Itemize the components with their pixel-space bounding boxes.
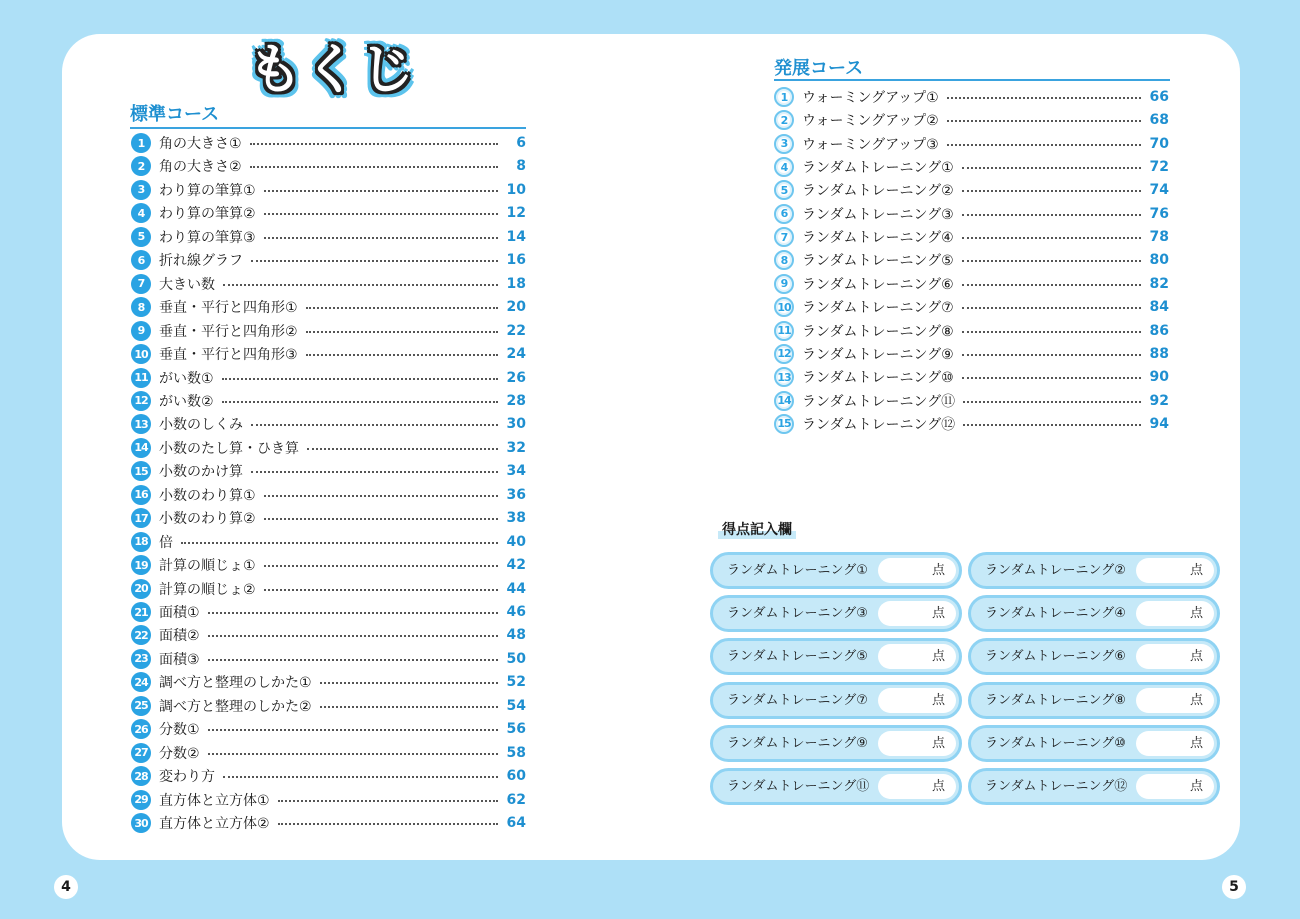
item-label: 垂直・平行と四角形① <box>159 300 298 317</box>
toc-item <box>774 86 1169 108</box>
item-page-number: 44 <box>506 580 526 597</box>
toc-item <box>774 273 1169 295</box>
item-page-number: 18 <box>506 275 526 292</box>
item-number-badge: 17 <box>131 508 151 528</box>
item-page-number: 8 <box>516 158 526 175</box>
item-page-number: 80 <box>1149 252 1169 269</box>
item-label: 倍 <box>159 534 173 551</box>
item-label: 小数のわり算① <box>159 487 256 504</box>
toc-item <box>131 695 526 717</box>
item-number-badge: 10 <box>774 297 794 317</box>
toc-item <box>131 554 526 576</box>
score-cell <box>968 682 1220 719</box>
leader-dots <box>278 823 498 825</box>
item-page-number: 48 <box>506 627 526 644</box>
score-cell <box>968 552 1220 589</box>
toc-item <box>774 156 1169 178</box>
item-page-number: 72 <box>1149 159 1169 176</box>
item-number-badge: 13 <box>774 367 794 387</box>
item-label: 分数① <box>159 722 200 739</box>
item-number-badge: 14 <box>774 391 794 411</box>
item-label: 小数のかけ算 <box>159 464 243 481</box>
leader-dots <box>208 612 498 614</box>
item-label: がい数① <box>159 370 214 387</box>
item-page-number: 10 <box>506 181 526 198</box>
item-label: ランダムトレーニング⑪ <box>802 393 956 410</box>
item-page-number: 38 <box>506 510 526 527</box>
toc-item <box>131 413 526 435</box>
leader-dots <box>222 378 498 380</box>
toc-item <box>131 437 526 459</box>
item-page-number: 24 <box>506 346 526 363</box>
leader-dots <box>222 401 498 403</box>
toc-item <box>131 202 526 224</box>
score-cell-label: ランダムトレーニング⑧ <box>985 692 1126 708</box>
item-number-badge: 8 <box>131 297 151 317</box>
item-number-badge: 6 <box>131 250 151 270</box>
item-number-badge: 4 <box>774 157 794 177</box>
item-label: 面積① <box>159 605 200 621</box>
score-unit-label: 点 <box>931 606 945 622</box>
score-cell <box>968 768 1220 805</box>
item-number-badge: 15 <box>131 461 151 481</box>
leader-dots <box>208 635 498 637</box>
leader-dots <box>223 284 498 286</box>
item-number-badge: 21 <box>131 602 151 622</box>
leader-dots <box>963 424 1141 426</box>
item-label: 計算の順じょ① <box>159 558 256 575</box>
item-number-badge: 7 <box>131 274 151 294</box>
leader-dots <box>947 97 1141 99</box>
item-number-badge: 1 <box>131 133 151 153</box>
item-page-number: 16 <box>506 252 526 269</box>
score-cell <box>710 682 962 719</box>
item-number-badge: 13 <box>131 414 151 434</box>
item-label: ランダムトレーニング⑦ <box>802 300 954 317</box>
item-number-badge: 5 <box>774 180 794 200</box>
item-label: がい数② <box>159 393 214 410</box>
item-number-badge: 7 <box>774 227 794 247</box>
item-number-badge: 24 <box>131 672 151 692</box>
leader-dots <box>306 307 498 309</box>
toc-item <box>131 578 526 600</box>
item-page-number: 78 <box>1149 229 1169 246</box>
item-page-number: 50 <box>506 650 526 667</box>
leader-dots <box>962 331 1141 333</box>
toc-item <box>774 390 1169 412</box>
leader-dots <box>962 307 1141 309</box>
leader-dots <box>947 120 1141 122</box>
advanced-course-heading: 発展コース <box>774 58 864 79</box>
toc-item <box>131 390 526 412</box>
score-unit-label: 点 <box>931 692 945 708</box>
leader-dots <box>962 237 1141 239</box>
leader-dots <box>264 589 498 591</box>
item-page-number: 14 <box>506 228 526 245</box>
item-label: 垂直・平行と四角形③ <box>159 347 298 364</box>
score-unit-label: 点 <box>1189 649 1203 665</box>
page-title: もくじ <box>248 38 416 101</box>
leader-dots <box>264 213 498 215</box>
score-entry-heading: 得点記入欄 <box>718 519 796 539</box>
item-page-number: 28 <box>506 392 526 409</box>
leader-dots <box>250 143 498 145</box>
item-number-badge: 19 <box>131 555 151 575</box>
item-number-badge: 27 <box>131 743 151 763</box>
item-label: ウォーミングアップ① <box>802 90 939 106</box>
toc-item <box>131 132 526 154</box>
toc-item <box>774 133 1169 155</box>
item-page-number: 22 <box>506 322 526 339</box>
item-number-badge: 11 <box>774 321 794 341</box>
toc-item <box>131 320 526 342</box>
item-number-badge: 9 <box>774 274 794 294</box>
leader-dots <box>962 190 1141 192</box>
item-label: 垂直・平行と四角形② <box>159 323 298 340</box>
leader-dots <box>306 354 498 356</box>
item-page-number: 26 <box>506 369 526 386</box>
item-page-number: 42 <box>506 557 526 574</box>
toc-item <box>131 507 526 529</box>
leader-dots <box>264 495 498 497</box>
item-label: 分数② <box>159 745 200 762</box>
score-cell-label: ランダムトレーニング② <box>985 563 1126 578</box>
toc-item <box>131 226 526 248</box>
item-number-badge: 12 <box>131 391 151 411</box>
item-label: ランダムトレーニング⑫ <box>802 416 956 433</box>
leader-dots <box>320 682 498 684</box>
toc-item <box>131 789 526 811</box>
item-label: 面積② <box>159 628 200 645</box>
item-label: 調べ方と整理のしかた② <box>159 698 312 715</box>
item-page-number: 34 <box>506 463 526 480</box>
leader-dots <box>962 214 1141 216</box>
item-label: 面積③ <box>159 651 200 668</box>
item-label: 小数のわり算② <box>159 511 256 528</box>
item-page-number: 30 <box>506 416 526 433</box>
score-unit-label: 点 <box>931 563 945 578</box>
toc-item <box>131 343 526 365</box>
item-number-badge: 1 <box>774 87 794 107</box>
leader-dots <box>962 260 1141 262</box>
item-label: ウォーミングアップ③ <box>802 136 939 153</box>
item-number-badge: 8 <box>774 250 794 270</box>
item-label: 角の大きさ① <box>159 136 242 152</box>
item-number-badge: 28 <box>131 766 151 786</box>
advanced-course-divider <box>774 79 1170 81</box>
item-page-number: 86 <box>1149 322 1169 339</box>
score-cell <box>968 725 1220 762</box>
toc-item <box>131 273 526 295</box>
toc-item <box>131 812 526 834</box>
item-number-badge: 20 <box>131 579 151 599</box>
toc-item <box>131 249 526 271</box>
item-label: 調べ方と整理のしかた① <box>159 675 312 692</box>
toc-item <box>774 296 1169 318</box>
score-unit-label: 点 <box>1189 692 1203 708</box>
item-label: わり算の筆算① <box>159 182 256 199</box>
item-page-number: 82 <box>1149 275 1169 292</box>
item-page-number: 46 <box>506 604 526 620</box>
toc-item <box>774 226 1169 248</box>
item-number-badge: 23 <box>131 649 151 669</box>
item-page-number: 64 <box>506 815 526 832</box>
score-cell-label: ランダムトレーニング④ <box>985 606 1126 622</box>
item-page-number: 88 <box>1149 345 1169 362</box>
item-number-badge: 9 <box>131 321 151 341</box>
item-label: ウォーミングアップ② <box>802 113 939 130</box>
item-page-number: 76 <box>1149 205 1169 222</box>
toc-item <box>774 343 1169 365</box>
item-number-badge: 15 <box>774 414 794 434</box>
score-cell <box>710 725 962 762</box>
score-unit-label: 点 <box>1189 606 1203 622</box>
score-cell-label: ランダムトレーニング③ <box>727 606 868 622</box>
item-label: ランダムトレーニング④ <box>802 230 954 247</box>
score-cell <box>968 638 1220 675</box>
item-number-badge: 12 <box>774 344 794 364</box>
item-label: ランダムトレーニング⑨ <box>802 346 954 363</box>
score-cell <box>710 768 962 805</box>
item-number-badge: 6 <box>774 204 794 224</box>
toc-item <box>131 460 526 482</box>
leader-dots <box>208 659 498 661</box>
toc-item <box>131 648 526 670</box>
toc-item <box>131 718 526 740</box>
score-cell-label: ランダムトレーニング⑦ <box>727 692 868 708</box>
page-number-right: 5 <box>1222 875 1246 899</box>
leader-dots <box>181 542 498 544</box>
score-cell-label: ランダムトレーニング① <box>727 563 868 578</box>
leader-dots <box>962 354 1141 356</box>
item-page-number: 84 <box>1149 299 1169 316</box>
item-number-badge: 29 <box>131 790 151 810</box>
toc-item <box>131 531 526 553</box>
item-number-badge: 22 <box>131 625 151 645</box>
item-label: 直方体と立方体① <box>159 792 270 809</box>
leader-dots <box>264 518 498 520</box>
leader-dots <box>962 167 1141 169</box>
item-label: 変わり方 <box>159 769 215 786</box>
score-cell-label: ランダムトレーニング⑤ <box>727 649 868 665</box>
leader-dots <box>251 260 498 262</box>
item-number-badge: 16 <box>131 485 151 505</box>
score-unit-label: 点 <box>1189 563 1203 578</box>
score-unit-label: 点 <box>1189 779 1203 794</box>
item-page-number: 20 <box>506 299 526 316</box>
item-label: ランダムトレーニング⑩ <box>802 370 954 387</box>
item-label: わり算の筆算③ <box>159 229 256 246</box>
leader-dots <box>251 471 498 473</box>
toc-item <box>131 367 526 389</box>
toc-item <box>131 155 526 177</box>
item-number-badge: 4 <box>131 203 151 223</box>
item-number-badge: 26 <box>131 719 151 739</box>
toc-item <box>774 203 1169 225</box>
toc-item <box>131 484 526 506</box>
item-page-number: 58 <box>506 744 526 761</box>
score-cell-label: ランダムトレーニング⑨ <box>727 735 868 751</box>
toc-item <box>131 765 526 787</box>
item-label: わり算の筆算② <box>159 206 256 223</box>
item-page-number: 62 <box>506 791 526 808</box>
item-number-badge: 3 <box>131 180 151 200</box>
item-label: 小数のたし算・ひき算 <box>159 440 299 457</box>
leader-dots <box>963 401 1141 403</box>
item-label: ランダムトレーニング⑥ <box>802 276 954 293</box>
item-label: ランダムトレーニング② <box>802 183 954 200</box>
standard-course-divider <box>130 127 526 129</box>
item-page-number: 12 <box>506 205 526 222</box>
item-page-number: 32 <box>506 439 526 456</box>
item-page-number: 90 <box>1149 369 1169 386</box>
item-label: ランダムトレーニング⑧ <box>802 323 954 340</box>
item-page-number: 92 <box>1149 392 1169 409</box>
item-number-badge: 10 <box>131 344 151 364</box>
item-page-number: 6 <box>516 135 526 151</box>
leader-dots <box>223 776 498 778</box>
page-number-left: 4 <box>54 875 78 899</box>
leader-dots <box>264 190 498 192</box>
leader-dots <box>307 448 498 450</box>
item-label: 折れ線グラフ <box>159 253 243 270</box>
item-number-badge: 30 <box>131 813 151 833</box>
score-cell <box>710 638 962 675</box>
item-page-number: 60 <box>506 768 526 785</box>
toc-item <box>131 296 526 318</box>
toc-item <box>774 320 1169 342</box>
toc-item <box>131 601 526 623</box>
leader-dots <box>208 729 498 731</box>
item-number-badge: 2 <box>774 110 794 130</box>
leader-dots <box>962 284 1141 286</box>
item-label: 直方体と立方体② <box>159 816 270 833</box>
score-cell-label: ランダムトレーニング⑥ <box>985 649 1126 665</box>
standard-course-heading: 標準コース <box>130 104 220 125</box>
score-unit-label: 点 <box>1189 735 1203 751</box>
item-page-number: 56 <box>506 721 526 738</box>
item-page-number: 54 <box>506 697 526 714</box>
toc-item <box>774 179 1169 201</box>
toc-item <box>774 109 1169 131</box>
item-page-number: 66 <box>1149 89 1169 105</box>
toc-item <box>774 249 1169 271</box>
score-cell <box>710 552 962 589</box>
item-number-badge: 11 <box>131 368 151 388</box>
leader-dots <box>251 424 498 426</box>
item-page-number: 94 <box>1149 415 1169 432</box>
item-label: ランダムトレーニング① <box>802 160 954 177</box>
score-unit-label: 点 <box>931 735 945 751</box>
leader-dots <box>278 800 498 802</box>
item-label: 小数のしくみ <box>159 417 243 434</box>
item-page-number: 70 <box>1149 135 1169 152</box>
toc-item <box>131 179 526 201</box>
score-unit-label: 点 <box>931 649 945 665</box>
toc-item <box>774 413 1169 435</box>
toc-item <box>131 671 526 693</box>
leader-dots <box>264 565 498 567</box>
item-page-number: 36 <box>506 486 526 503</box>
item-number-badge: 25 <box>131 696 151 716</box>
score-cell-label: ランダムトレーニング⑫ <box>985 779 1128 794</box>
leader-dots <box>947 144 1141 146</box>
item-label: 角の大きさ② <box>159 159 242 176</box>
leader-dots <box>208 753 498 755</box>
leader-dots <box>306 331 498 333</box>
item-number-badge: 14 <box>131 438 151 458</box>
score-unit-label: 点 <box>931 779 945 794</box>
item-label: ランダムトレーニング⑤ <box>802 253 954 270</box>
item-page-number: 68 <box>1149 112 1169 129</box>
item-page-number: 74 <box>1149 182 1169 199</box>
item-label: 大きい数 <box>159 276 215 293</box>
item-label: 計算の順じょ② <box>159 581 256 598</box>
leader-dots <box>264 237 498 239</box>
toc-item <box>131 742 526 764</box>
item-number-badge: 5 <box>131 227 151 247</box>
toc-item <box>774 366 1169 388</box>
score-cell <box>968 595 1220 632</box>
score-cell-label: ランダムトレーニング⑪ <box>727 779 870 794</box>
item-label: ランダムトレーニング③ <box>802 206 954 223</box>
leader-dots <box>320 706 498 708</box>
score-cell-label: ランダムトレーニング⑩ <box>985 735 1126 751</box>
item-number-badge: 2 <box>131 156 151 176</box>
score-cell <box>710 595 962 632</box>
leader-dots <box>962 377 1141 379</box>
item-number-badge: 3 <box>774 134 794 154</box>
toc-item <box>131 624 526 646</box>
leader-dots <box>250 166 498 168</box>
item-page-number: 52 <box>506 674 526 691</box>
item-number-badge: 18 <box>131 532 151 552</box>
item-page-number: 40 <box>506 533 526 550</box>
